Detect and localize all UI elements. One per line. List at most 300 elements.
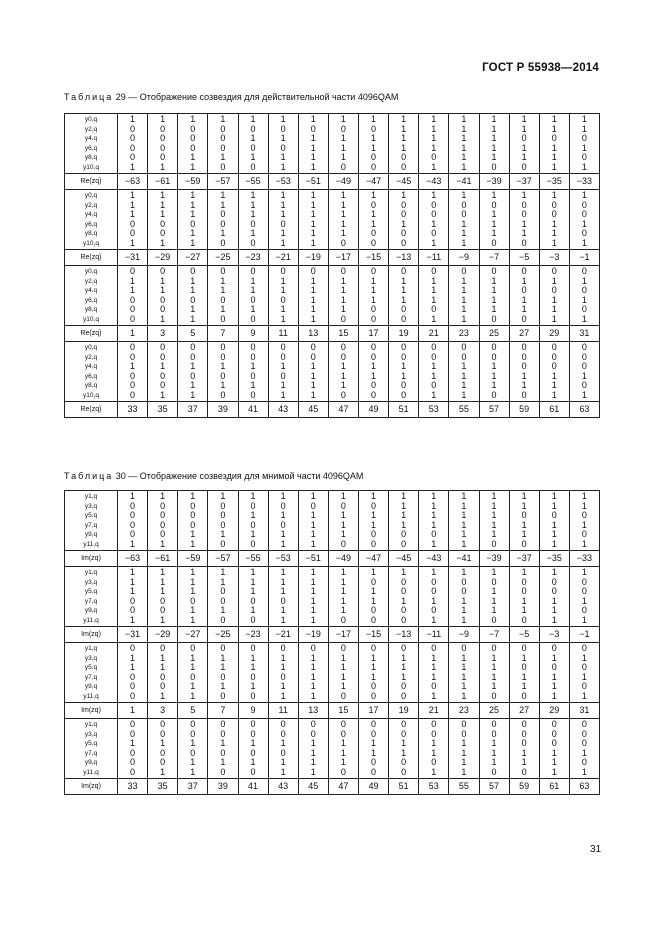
bit-value: 1 — [581, 491, 587, 501]
bit-value: 1 — [491, 595, 497, 606]
bit-value: 1 — [371, 218, 377, 229]
bit-value: 0 — [521, 614, 527, 625]
bit-value: 1 — [431, 190, 437, 200]
bit-value: 1 — [130, 586, 136, 596]
bit-value: 1 — [371, 285, 377, 295]
bit-pattern-row — [65, 342, 600, 402]
bit-value: 1 — [491, 133, 497, 143]
bit-value: 1 — [401, 671, 407, 682]
bit-value: 1 — [280, 757, 286, 767]
bit-value: 0 — [461, 342, 467, 352]
bit-value: 1 — [371, 294, 377, 305]
bit-value: 0 — [130, 228, 136, 238]
bit-value: 1 — [581, 595, 587, 606]
bit-column-cell — [509, 643, 539, 703]
bit-column-cell — [539, 342, 569, 402]
bit-value: 0 — [190, 218, 196, 229]
bit-value: 0 — [461, 586, 467, 596]
bit-value: 1 — [310, 567, 316, 577]
bit-value: 0 — [461, 266, 467, 276]
bit-value: 0 — [160, 671, 166, 682]
bit-value: 1 — [130, 652, 136, 663]
bit-value: 1 — [340, 605, 346, 615]
bit-column-cell — [178, 266, 208, 326]
bit-value: 1 — [310, 690, 316, 701]
bit-column-cell — [178, 719, 208, 779]
bit-value: 1 — [461, 361, 467, 371]
bit-value: 0 — [461, 576, 467, 587]
bit-value: 0 — [130, 218, 136, 229]
bit-column-cell — [539, 491, 569, 551]
bit-value: 0 — [220, 614, 226, 625]
bit-value: 1 — [371, 567, 377, 577]
bit-value: 0 — [581, 228, 587, 238]
bit-value: 1 — [401, 218, 407, 229]
bit-value: 1 — [310, 361, 316, 371]
bit-value: 0 — [130, 690, 136, 701]
bit-value: 1 — [130, 361, 136, 371]
result-value-cell: −13 — [389, 627, 419, 643]
bit-value: 1 — [190, 766, 196, 777]
result-value-cell: −33 — [569, 174, 599, 190]
bit-value: 1 — [491, 123, 497, 134]
bit-value: 1 — [190, 152, 196, 162]
bit-value: 1 — [521, 152, 527, 162]
bit-value: 1 — [160, 209, 166, 219]
bit-value: 1 — [431, 690, 437, 701]
bit-value: 1 — [551, 766, 557, 777]
bit-value: 1 — [401, 133, 407, 143]
bit-value: 0 — [190, 123, 196, 134]
bit-value: 1 — [401, 370, 407, 381]
bit-column-cell — [238, 567, 268, 627]
bit-value: 1 — [190, 652, 196, 663]
bit-label: y10,q — [83, 391, 99, 399]
bit-label: y11,q — [83, 692, 99, 700]
bit-value: 0 — [220, 123, 226, 134]
bit-value: 1 — [581, 370, 587, 381]
bit-value: 1 — [461, 510, 467, 520]
result-value-cell: 7 — [208, 703, 238, 719]
result-value-cell: 23 — [449, 326, 479, 342]
bit-column-cell — [389, 342, 419, 402]
result-value-cell: −55 — [238, 551, 268, 567]
bit-value: 0 — [130, 152, 136, 162]
bit-value: 1 — [280, 652, 286, 663]
result-value-cell: −27 — [178, 627, 208, 643]
bit-value: 1 — [310, 681, 316, 691]
bit-value: 1 — [340, 190, 346, 200]
bit-column-cell — [298, 719, 328, 779]
bit-value: 0 — [401, 209, 407, 219]
result-value-cell: −53 — [268, 551, 298, 567]
bit-value: 1 — [250, 681, 256, 691]
bit-value: 1 — [521, 380, 527, 390]
bit-value: 1 — [160, 285, 166, 295]
bit-value: 0 — [581, 351, 587, 362]
bit-value: 1 — [461, 161, 467, 172]
bit-value: 1 — [581, 161, 587, 172]
bit-value: 0 — [280, 643, 286, 653]
bit-value: 1 — [250, 228, 256, 238]
bit-value: 1 — [280, 389, 286, 400]
result-label-cell: Im(zq) — [65, 627, 118, 643]
bit-value: 1 — [491, 681, 497, 691]
bit-column-cell — [208, 266, 238, 326]
bit-value: 1 — [461, 757, 467, 767]
bit-value: 0 — [250, 595, 256, 606]
result-value-cell: −31 — [118, 627, 148, 643]
bit-value: 0 — [340, 161, 346, 172]
bit-value: 0 — [521, 690, 527, 701]
bit-value: 1 — [160, 614, 166, 625]
bit-value: 0 — [280, 351, 286, 362]
bit-value: 1 — [461, 313, 467, 324]
bit-column-cell — [389, 266, 419, 326]
bit-value: 1 — [371, 491, 377, 501]
bit-value: 0 — [371, 529, 377, 539]
bit-value: 0 — [160, 500, 166, 511]
result-value-cell: −63 — [118, 174, 148, 190]
bit-value: 0 — [401, 643, 407, 653]
bit-value: 1 — [250, 576, 256, 587]
bit-column-cell — [328, 643, 358, 703]
bit-column-cell — [539, 114, 569, 174]
bit-column-cell — [268, 114, 298, 174]
caption-prefix: Таблица — [64, 471, 114, 481]
bit-value: 1 — [491, 190, 497, 200]
bit-label: y5,q — [84, 588, 98, 595]
bit-value: 1 — [551, 370, 557, 381]
bit-value: 0 — [160, 728, 166, 739]
bit-value: 1 — [551, 218, 557, 229]
bit-value: 1 — [280, 152, 286, 162]
bit-value: 0 — [160, 218, 166, 229]
bit-value: 1 — [310, 285, 316, 295]
bit-value: 1 — [220, 228, 226, 238]
result-value-cell: −45 — [389, 551, 419, 567]
bit-value: 0 — [190, 500, 196, 511]
bit-value: 1 — [190, 690, 196, 701]
result-label-cell: Re(zq) — [65, 326, 118, 342]
bit-value: 0 — [371, 342, 377, 352]
bit-value: 0 — [220, 161, 226, 172]
bit-column-cell — [359, 190, 389, 250]
bit-value: 0 — [280, 747, 286, 758]
bit-column-cell — [569, 190, 599, 250]
bit-value: 0 — [371, 237, 377, 248]
result-value-cell: 15 — [328, 703, 358, 719]
bit-value: 0 — [521, 643, 527, 653]
bit-value: 1 — [371, 142, 377, 153]
bit-value: 0 — [551, 719, 557, 729]
bit-value: 1 — [461, 690, 467, 701]
bit-column-cell — [449, 643, 479, 703]
result-value-cell: 9 — [238, 703, 268, 719]
bit-value: 1 — [310, 152, 316, 162]
result-value-cell: 27 — [509, 326, 539, 342]
bit-value: 0 — [551, 576, 557, 587]
bit-value: 0 — [491, 266, 497, 276]
bit-value: 0 — [521, 237, 527, 248]
result-row — [65, 402, 600, 418]
bit-value: 0 — [130, 294, 136, 305]
bit-column-cell — [148, 342, 178, 402]
result-value-cell: 25 — [479, 326, 509, 342]
result-value-cell: −1 — [569, 250, 599, 266]
bit-value: 1 — [280, 510, 286, 520]
bit-value: 1 — [551, 500, 557, 511]
bit-value: 0 — [190, 510, 196, 520]
bit-value: 1 — [401, 361, 407, 371]
bit-value: 0 — [160, 643, 166, 653]
bit-value: 1 — [190, 228, 196, 238]
bit-value: 1 — [310, 662, 316, 672]
bit-value: 0 — [581, 133, 587, 143]
bit-value: 0 — [130, 389, 136, 400]
bit-value: 0 — [431, 728, 437, 739]
bit-label: y10,q — [83, 315, 99, 323]
result-value-cell: −43 — [419, 551, 449, 567]
bit-value: 1 — [461, 538, 467, 549]
bit-value: 0 — [340, 719, 346, 729]
bit-value: 0 — [220, 586, 226, 596]
bit-column-cell — [118, 643, 148, 703]
bit-value: 1 — [521, 190, 527, 200]
bit-column-cell — [539, 266, 569, 326]
bit-value: 0 — [340, 690, 346, 701]
bit-column-cell — [238, 266, 268, 326]
result-value-cell: −51 — [298, 174, 328, 190]
bit-value: 1 — [431, 766, 437, 777]
bit-value: 0 — [160, 152, 166, 162]
bit-value: 0 — [280, 719, 286, 729]
bit-value: 0 — [521, 285, 527, 295]
bit-value: 1 — [401, 491, 407, 501]
result-value-cell: 53 — [419, 779, 449, 795]
bit-value: 0 — [190, 294, 196, 305]
bit-value: 1 — [521, 114, 527, 124]
bit-value: 0 — [280, 294, 286, 305]
bit-value: 0 — [160, 351, 166, 362]
bit-label: y3,q — [84, 578, 98, 586]
bit-value: 1 — [581, 614, 587, 625]
bit-value: 1 — [220, 681, 226, 691]
bit-value: 1 — [250, 190, 256, 200]
bit-value: 1 — [340, 510, 346, 520]
result-row — [65, 326, 600, 342]
result-value-cell: 29 — [539, 703, 569, 719]
bit-value: 1 — [190, 757, 196, 767]
bit-value: 1 — [431, 567, 437, 577]
bit-value: 1 — [160, 114, 166, 124]
bit-value: 0 — [521, 510, 527, 520]
bit-value: 1 — [310, 586, 316, 596]
bit-value: 1 — [551, 567, 557, 577]
bit-value: 1 — [250, 567, 256, 577]
bit-value: 0 — [551, 351, 557, 362]
bit-value: 1 — [551, 294, 557, 305]
result-value-cell: −25 — [208, 627, 238, 643]
bit-value: 1 — [250, 491, 256, 501]
result-value-cell: 25 — [479, 703, 509, 719]
bit-value: 0 — [521, 389, 527, 400]
bit-value: 1 — [280, 529, 286, 539]
bit-column-cell — [389, 567, 419, 627]
bit-value: 0 — [431, 266, 437, 276]
result-label-cell: Re(zq) — [65, 250, 118, 266]
bit-value: 1 — [371, 671, 377, 682]
bit-value: 1 — [340, 586, 346, 596]
result-value-cell: 55 — [449, 779, 479, 795]
bit-column-cell — [419, 491, 449, 551]
bit-value: 0 — [521, 766, 527, 777]
bit-label: y8,q — [84, 382, 98, 389]
bit-column-cell — [328, 266, 358, 326]
bit-value: 0 — [190, 671, 196, 682]
bit-value: 1 — [250, 285, 256, 295]
bit-value: 0 — [371, 304, 377, 314]
bit-value: 1 — [521, 671, 527, 682]
bit-column-cell — [359, 266, 389, 326]
bit-value: 1 — [340, 380, 346, 390]
bit-value: 1 — [431, 161, 437, 172]
bit-value: 0 — [250, 747, 256, 758]
result-value-cell: −5 — [509, 627, 539, 643]
bit-column-cell — [509, 719, 539, 779]
bit-value: 0 — [371, 728, 377, 739]
bit-value: 0 — [250, 123, 256, 134]
bit-value: 0 — [220, 389, 226, 400]
bit-labels-cell — [65, 190, 118, 250]
bit-value: 1 — [130, 209, 136, 219]
bit-value: 1 — [280, 380, 286, 390]
bit-value: 0 — [250, 266, 256, 276]
bit-value: 1 — [521, 294, 527, 305]
bit-label: y6,q — [84, 144, 98, 152]
result-value-cell: 37 — [178, 402, 208, 418]
result-value-cell: −7 — [479, 627, 509, 643]
caption-text: 29 — Отображение созвездия для действительной части 4096QAM — [113, 92, 399, 102]
bit-value: 0 — [371, 228, 377, 238]
bit-value: 1 — [581, 218, 587, 229]
bit-value: 1 — [310, 766, 316, 777]
caption-prefix: Таблица — [64, 92, 114, 102]
bit-value: 1 — [340, 228, 346, 238]
bit-value: 1 — [310, 304, 316, 314]
bit-value: 1 — [190, 313, 196, 324]
bit-value: 1 — [401, 142, 407, 153]
bit-value: 1 — [401, 114, 407, 124]
bit-value: 0 — [220, 342, 226, 352]
bit-value: 1 — [551, 519, 557, 530]
result-value-cell: 13 — [298, 703, 328, 719]
bit-value: 0 — [521, 161, 527, 172]
bit-value: 1 — [250, 209, 256, 219]
bit-value: 1 — [280, 228, 286, 238]
bit-value: 1 — [551, 690, 557, 701]
result-value-cell: 17 — [359, 703, 389, 719]
bit-value: 1 — [310, 294, 316, 305]
bit-value: 1 — [521, 228, 527, 238]
bit-label: y7,q — [84, 521, 98, 529]
bit-value: 0 — [581, 209, 587, 219]
bit-value: 1 — [371, 133, 377, 143]
caption-text: 30 — Отображение созвездия для мнимой части 4096QAM — [113, 471, 364, 481]
result-value-cell: −21 — [268, 627, 298, 643]
bit-value: 1 — [220, 190, 226, 200]
bit-value: 0 — [371, 389, 377, 400]
bit-value: 1 — [371, 190, 377, 200]
bit-value: 0 — [220, 266, 226, 276]
bit-value: 0 — [220, 643, 226, 653]
bit-value: 0 — [310, 728, 316, 739]
bit-value: 0 — [190, 719, 196, 729]
bit-column-cell — [449, 491, 479, 551]
bit-column-cell — [268, 643, 298, 703]
bit-column-cell — [268, 190, 298, 250]
bit-value: 1 — [310, 538, 316, 549]
bit-value: 1 — [551, 275, 557, 286]
bit-column-cell — [298, 491, 328, 551]
bit-value: 1 — [310, 380, 316, 390]
bit-value: 1 — [431, 538, 437, 549]
bit-value: 0 — [431, 152, 437, 162]
bit-value: 1 — [250, 304, 256, 314]
result-value-cell: −25 — [208, 250, 238, 266]
bit-value: 0 — [401, 342, 407, 352]
bit-value: 0 — [250, 671, 256, 682]
bit-value: 0 — [371, 351, 377, 362]
bit-value: 0 — [431, 529, 437, 539]
bit-value: 1 — [461, 519, 467, 530]
bit-value: 1 — [130, 491, 136, 501]
result-value-cell: 49 — [359, 779, 389, 795]
bit-value: 1 — [461, 133, 467, 143]
bit-value: 1 — [431, 114, 437, 124]
bit-value: 0 — [250, 766, 256, 777]
bit-value: 0 — [340, 728, 346, 739]
bit-value: 0 — [250, 728, 256, 739]
bit-value: 1 — [250, 757, 256, 767]
bit-value: 1 — [340, 529, 346, 539]
bit-value: 1 — [310, 519, 316, 530]
result-value-cell: −9 — [449, 250, 479, 266]
bit-value: 1 — [160, 491, 166, 501]
bit-value: 0 — [220, 218, 226, 229]
bit-column-cell — [389, 491, 419, 551]
bit-column-cell — [539, 719, 569, 779]
bit-value: 0 — [130, 123, 136, 134]
bit-value: 0 — [250, 342, 256, 352]
bit-value: 1 — [491, 275, 497, 286]
bit-value: 0 — [581, 738, 587, 748]
bit-label: y10,q — [83, 239, 99, 247]
bit-value: 1 — [310, 529, 316, 539]
bit-value: 0 — [160, 380, 166, 390]
bit-value: 1 — [190, 614, 196, 625]
bit-label: y4,q — [84, 211, 98, 218]
result-row — [65, 703, 600, 719]
result-value-cell: 59 — [509, 779, 539, 795]
bit-value: 0 — [581, 285, 587, 295]
bit-value: 1 — [491, 671, 497, 682]
result-value-cell: 1 — [118, 326, 148, 342]
bit-value: 0 — [431, 681, 437, 691]
bit-label: y9,q — [84, 759, 98, 766]
bit-value: 0 — [461, 643, 467, 653]
bit-value: 0 — [581, 662, 587, 672]
